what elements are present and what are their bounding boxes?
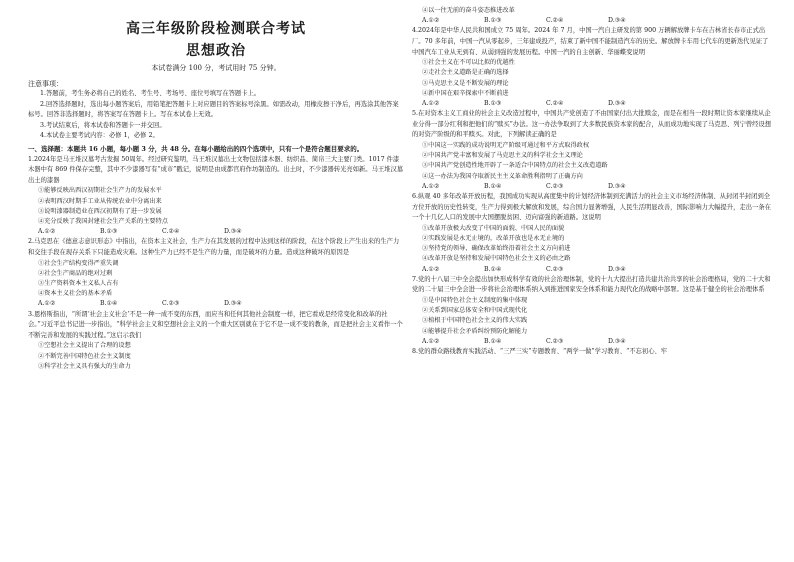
question-stem: 6.纵观 40 多年改革开放历程，我国成功实现从高度集中的计划经济体制到充满活力的社会主义市场经济体制、从封闭半封闭到全方位开放的历史性转变，生产力得到极大解放和发展，综合国力显著增强，人民生活明显改善，国际影响力大幅提升，走出一条在一个十几亿人口的发展中大国摆脱贫困、迈向富强的新道路。这说明 <box>412 193 771 222</box>
answer-choices <box>412 265 774 275</box>
choice-b: B.①③ <box>484 100 502 107</box>
question-option: ③生产资料资本主义私人占有 <box>38 279 119 287</box>
question-stem: 8.党的群众路线教育实践活动、“三严三实”专题教育、“两学一做”学习教育、“不忘初心、牢 <box>412 348 668 355</box>
choice-a: A.①② <box>422 100 440 107</box>
choice-c: C.②③ <box>162 300 180 308</box>
choice-d: D.③④ <box>608 337 626 345</box>
question-option: ③坚持党的领导，确保改革始终沿着社会主义方向前进 <box>422 245 571 253</box>
section-intro: 一、选择题：本题共 16 小题，每小题 3 分，共 48 分。在每小题给出的四个选项中，只有一个是符合题目要求的。 <box>28 144 364 153</box>
choice-b: B.①④ <box>484 337 502 345</box>
question-option: ②关系到国家总体安全和中国式现代化 <box>422 307 528 315</box>
question-option: ②实践发展是永无止境的，改革开放也是永无止境的 <box>422 234 565 242</box>
choice-c: C.②③ <box>546 337 564 345</box>
question-option: ①是中国特色社会主义制度的集中体现 <box>422 296 528 304</box>
question-option: ④充分反映了我国封建社会生产关系的主要特点 <box>38 217 168 225</box>
question-option: ③科学社会主义具有强大的生命力 <box>38 362 131 370</box>
question-option: ④改革开放是坚持和发展中国特色社会主义的必由之路 <box>422 255 571 263</box>
answer-choices <box>412 16 774 26</box>
question-option: ④以一往无前的奋斗姿态推进改革 <box>422 7 515 14</box>
question-option: ②表明西汉时期手工业从传统农业中分离出来 <box>38 197 162 205</box>
question-option: ④能够提升社会矛盾纠纷预防化解能力 <box>422 327 528 335</box>
question-option: ①社会生产结构变得严重失调 <box>38 259 119 267</box>
answer-choices <box>28 299 404 309</box>
choice-c: C.②③ <box>546 265 564 273</box>
choice-c: C.②③ <box>546 182 564 190</box>
choice-d: D.③④ <box>608 182 626 190</box>
question-option: ②中国共产党丰富和发展了马克思主义的科学社会主义理论 <box>422 152 583 160</box>
note-item: 4.本试卷主要考试内容：必修 1，必修 2。 <box>40 132 159 140</box>
choice-c: C.②④ <box>162 228 180 236</box>
question-option: ①空想社会主义提出了合理的设想 <box>38 342 131 350</box>
question-option: ①改革开放极大改变了中国的面貌、中国人民的面貌 <box>422 224 565 232</box>
note-item: 3.考试结束后，将本试卷和答题卡一并交回。 <box>40 121 166 129</box>
left-column <box>28 0 404 372</box>
answer-choices <box>412 337 774 347</box>
choice-d: D.③④ <box>608 265 626 273</box>
right-column <box>412 0 774 358</box>
note-item: 1.答题前，考生务必将自己的姓名、考生号、考场号、座位号填写在答题卡上。 <box>40 90 261 97</box>
question-option: ④新中国在艰辛探索中不断前进 <box>422 89 509 97</box>
question-stem: 2.马克思在《德意志意识形态》中指出，在资本主义社会，生产力在其发展的过程中达到这样的阶段，在这个阶段上产生出来的生产力和交往手段在现存关系下只能造成灾难。这种生产力已经不是生产的力量，而是破坏的力量。造成这种破坏的原因是 <box>28 238 400 256</box>
question-option: ④资本主义社会的基本矛盾 <box>38 290 113 298</box>
question-option: ②不断完善中国特色社会主义制度 <box>38 352 131 360</box>
question-stem: 7.党的十八届三中全会提出加快形成科学有效的社会治理体制，党的十九大提出打造共建共治共享的社会治理格局，党的二十大和党的二十届三中全会进一步将社会治理体系纳入到推进国家安全体系和能力现代化的战略中部署。这是基于健全的社会治理体系 <box>412 275 771 294</box>
question-option: ③说明漆器制造业在西汉初期有了进一步发展 <box>38 207 162 215</box>
score-info: 本试卷满分 100 分，考试用时 75 分钟。 <box>151 64 281 72</box>
exam-title: 高三年级阶段检测联合考试 <box>126 21 306 37</box>
question-option: ②走社会主义道路是正确的选择 <box>422 69 509 77</box>
choice-c: C.②④ <box>546 17 564 25</box>
choice-b: B.①④ <box>484 265 502 273</box>
choice-a: A.①② <box>422 265 440 273</box>
question-stem: 3.恩格斯指出，“所谓‘社会主义社会’不是一种一成不变的东西，而应当和任何其他社会制度一样，把它看成是经常变化和改革的社会。”习近平总书记进一步指出，“科学社会主义和空想社会主义的一个重大区别就在于它不是一成不变的教条，而是把社会主义看作一个不断完善和发展的实践过程。”这启示我们 <box>28 310 403 339</box>
choice-d: D.③④ <box>224 228 242 236</box>
question-option: ①社会主义在不可以比拟的优越性 <box>422 59 515 67</box>
question-stem: 4.2024年是中华人民共和国成立 75 周年。2024 年 7 月，中国一汽自主研发的第 900 万辆解放牌卡车在吉林省长春市正式出厂。70 多年前，中国一汽从零起步，三年建成投产，结束了新中国不能制造汽车的历史。解放牌卡车用七代车的更新迭代见证了中国汽车工业从无到有、从弱到强的发展历程。中国一汽的自主创新、华丽蝶变说明 <box>412 27 769 56</box>
note-item: 2.回答选择题时，选出每小题答案后，用铅笔把答题卡上对应题目的答案标号涂黑。如需改动，用橡皮擦干净后，再选涂其他答案标号。回答非选择题时，将答案写在答题卡上。写在本试卷上无效。 <box>28 100 399 119</box>
question-option: ①中国这一实践的成功说明无产阶级可通过和平方式取得政权 <box>422 141 590 149</box>
choice-b: B.①④ <box>484 182 502 190</box>
exam-subject: 思想政治 <box>186 43 246 59</box>
choice-d: D.③④ <box>608 17 626 25</box>
question-option: ③马克思主义是不断发展的理论 <box>422 79 509 87</box>
question-option: ③中国共产党创造性地开辟了一条适合中国特点的社会主义改造道路 <box>422 162 608 170</box>
question-option: ④这一办法为我国夺取新民主主义革命胜利指明了正确方向 <box>422 172 583 180</box>
answer-choices <box>412 182 774 192</box>
question-option: ③植根于中国特色社会主义的伟大实践 <box>422 317 528 325</box>
choice-d: D.③④ <box>608 100 626 107</box>
choice-b: B.①④ <box>100 300 118 308</box>
choice-a: A.①② <box>422 337 440 345</box>
choice-a: A.①② <box>422 182 440 190</box>
question-stem: 5.在对资本主义工商业的社会主义改造过程中，中国共产党创造了不由国家付出大批赎金，而是在相当一段时期让资本家继续从企业分得一部分红利和把他们的“赎买”办法。这一办法争取到了大多数民族资本家的配合，从而成功地实现了马克思、列宁曾经设想的对资产阶级的和平赎买。对此，下列解读正确的是 <box>412 110 772 139</box>
choice-a: A.①② <box>38 228 56 236</box>
choice-c: C.②④ <box>546 100 564 107</box>
choice-a: A.①② <box>422 17 440 25</box>
choice-b: B.①③ <box>484 17 502 25</box>
notes-heading: 注意事项： <box>28 80 63 88</box>
question-stem: 1.2024年是马王堆汉墓考古发掘 50周年。经过研究鉴明，马王堆汉墓出土文物包括漆木器、纺织品、简帛三大主要门类。1017 件漆木器中有 869 件保存完整，其中不少漆器写有“成市”戳记，说明是由成都官府作坊制造的。出土时，不少漆器转光亮如新。马王堆汉墓出土的漆器 <box>28 155 404 184</box>
choice-b: B.①③ <box>100 228 118 236</box>
choice-a: A.①② <box>38 300 56 308</box>
answer-choices <box>28 227 404 237</box>
choice-d: D.③④ <box>224 300 242 308</box>
answer-choices <box>412 99 774 109</box>
question-option: ②社会生产商品的绝对过剩 <box>38 269 113 277</box>
question-option: ①能够反映出西汉初期社会生产力的发展水平 <box>38 187 162 195</box>
